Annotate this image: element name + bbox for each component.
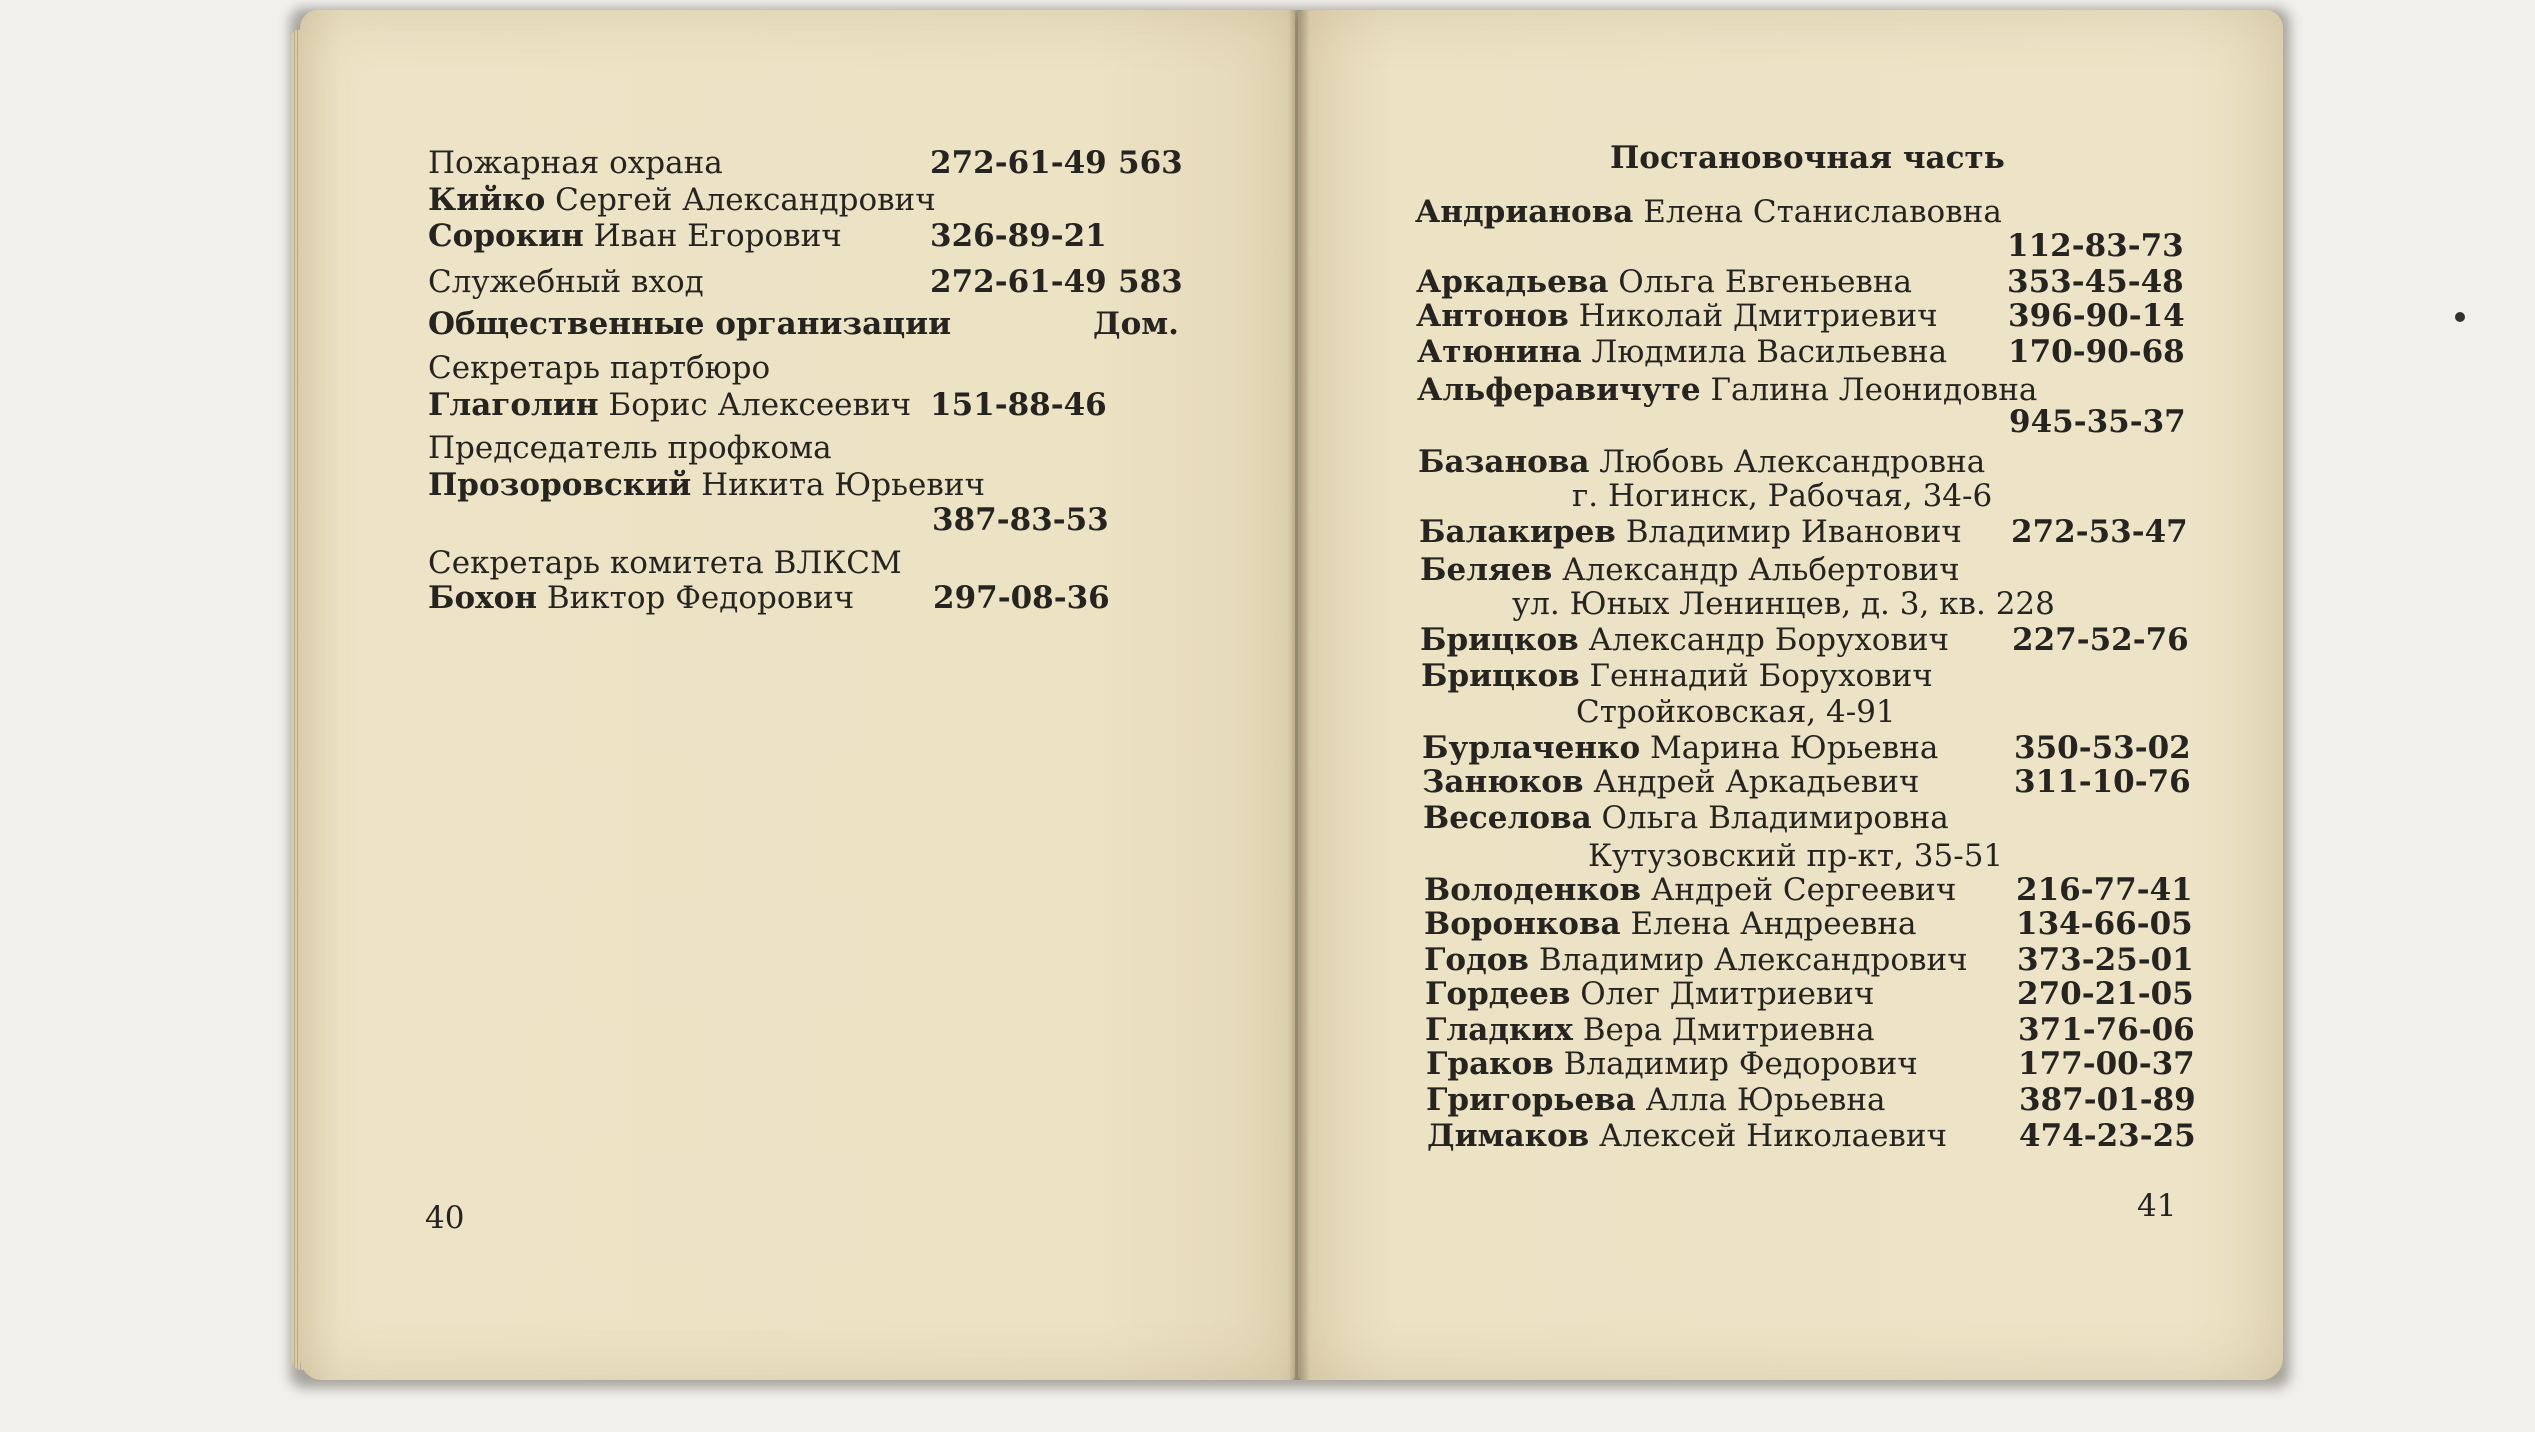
phone-number: 151-88-46 (930, 387, 1107, 423)
page-number-right: 41 (2137, 1188, 2177, 1224)
right-entry-row (1419, 514, 1962, 550)
entry-name-text: Елена Андреевна (1620, 906, 1917, 942)
entry-name-bold: Балакирев (1419, 514, 1616, 550)
right-entry-row (1424, 906, 1917, 942)
entry-name-text: Иван Егорович (583, 218, 842, 254)
extension-number: Дом. (1093, 306, 1179, 342)
phone-number: 270-21-05 (2017, 976, 2194, 1012)
page-number-left: 40 (425, 1200, 465, 1236)
entry-name-bold: Григорьева (1426, 1082, 1636, 1118)
entry-name-bold: Брицков (1420, 622, 1579, 658)
right-entry-row (1416, 264, 1912, 300)
phone-number: 272-53-47 (2011, 514, 2188, 550)
right-entry-row (1426, 1046, 1918, 1082)
phone-number: 350-53-02 (2014, 730, 2191, 766)
entry-name-text: Пожарная охрана (428, 145, 723, 181)
entry-name-text: Алексей Николаевич (1589, 1118, 1948, 1154)
entry-name-bold: Граков (1426, 1046, 1554, 1082)
entry-name-bold: Сорокин (428, 218, 584, 254)
right-entry-row (1421, 658, 1933, 694)
phone-number: 112-83-73 (2007, 228, 2184, 264)
entry-name-bold: Альферавичуте (1417, 372, 1701, 408)
phone-number: 396-90-14 (2008, 298, 2185, 334)
entry-name-text: Сергей Александрович (545, 182, 936, 218)
left-entry-row (428, 350, 770, 386)
entry-name-bold: Гордеев (1425, 976, 1571, 1012)
phone-number: 387-83-53 (932, 502, 1109, 538)
phone-number: 297-08-36 (933, 580, 1110, 616)
right-entry-row (1588, 838, 2003, 874)
right-entry-row (1512, 586, 2055, 622)
phone-number: 387-01-89 (2019, 1082, 2196, 1118)
phone-number: 134-66-05 (2016, 906, 2193, 942)
right-entry-row (1422, 730, 1938, 766)
entry-name-bold: Гладких (1425, 1012, 1573, 1048)
entry-name-text: Борис Алексеевич (598, 387, 912, 423)
phone-number: 227-52-76 (2012, 622, 2189, 658)
entry-name-bold: Годов (1424, 942, 1529, 978)
phone-number: 170-90-68 (2008, 334, 2185, 370)
entry-name-bold: Володенков (1424, 872, 1642, 908)
right-entry-row (1572, 478, 1992, 514)
entry-name-bold: Антонов (1416, 298, 1569, 334)
right-entry-row (1426, 1082, 1886, 1118)
entry-name-bold: Андрианова (1415, 194, 1634, 230)
entry-name-text: Служебный вход (428, 264, 704, 300)
entry-address: Стройковская, 4-91 (1576, 694, 1896, 730)
entry-name-text: Алла Юрьевна (1635, 1082, 1886, 1118)
entry-name-text: Геннадий Борухович (1579, 658, 1933, 694)
entry-name-bold: Базанова (1418, 444, 1590, 480)
entry-name-bold: Димаков (1427, 1118, 1590, 1154)
entry-name-text: Владимир Федорович (1553, 1046, 1918, 1082)
section-heading: Постановочная часть (1610, 140, 2005, 176)
left-entry-row (428, 218, 842, 254)
entry-name-text: Вера Дмитриевна (1572, 1012, 1875, 1048)
entry-name-bold: Бохон (428, 580, 538, 616)
entry-name-text: Владимир Иванович (1615, 514, 1962, 550)
phone-number: 353-45-48 (2007, 264, 2184, 300)
right-entry-row (1418, 444, 1985, 480)
right-entry-row (1424, 942, 1968, 978)
entry-name-text: Андрей Аркадьевич (1583, 764, 1920, 800)
entry-name-text: Владимир Александрович (1528, 942, 1968, 978)
left-entry-row (428, 306, 951, 342)
entry-name-bold: Воронкова (1424, 906, 1621, 942)
entry-name-text: Александр Борухович (1578, 622, 1949, 658)
entry-name-bold: Общественные организации (428, 306, 952, 342)
entry-address: Кутузовский пр-кт, 35-51 (1588, 838, 2004, 874)
left-entry-row (428, 467, 985, 503)
right-entry-row (1425, 976, 1874, 1012)
right-entry-row (1576, 694, 1896, 730)
entry-name-text: Виктор Федорович (537, 580, 855, 616)
left-entry-row (428, 145, 723, 181)
right-entry-row (1415, 194, 2002, 230)
phone-number: 272-61-49 (930, 145, 1107, 181)
right-entry-row (1427, 1118, 1947, 1154)
entry-name-text: Николай Дмитриевич (1568, 298, 1938, 334)
entry-name-text: Галина Леонидовна (1700, 372, 2038, 408)
entry-name-bold: Аркадьева (1416, 264, 1609, 300)
entry-name-text: Любовь Александровна (1589, 444, 1986, 480)
speck (2455, 312, 2465, 322)
entry-name-bold: Брицков (1421, 658, 1580, 694)
right-entry-row (1422, 764, 1919, 800)
entry-name-text: Марина Юрьевна (1640, 730, 1939, 766)
entry-name-text: Елена Станиславовна (1633, 194, 2002, 230)
right-entry-row (1424, 872, 1956, 908)
entry-name-text: Олег Дмитриевич (1570, 976, 1875, 1012)
entry-address: г. Ногинск, Рабочая, 34-6 (1572, 478, 1993, 514)
left-entry-row (428, 182, 936, 218)
right-entry-row (1423, 800, 1949, 836)
extension-number: 563 (1118, 145, 1183, 181)
right-entry-row (1417, 334, 1947, 370)
phone-number: 474-23-25 (2019, 1118, 2196, 1154)
left-entry-row (428, 387, 911, 423)
entry-name-text: Александр Альбертович (1552, 552, 1960, 588)
entry-name-text: Ольга Владимировна (1591, 800, 1949, 836)
entry-name-text: Секретарь партбюро (428, 350, 771, 386)
entry-name-bold: Веселова (1423, 800, 1592, 836)
entry-name-bold: Атюнина (1417, 334, 1582, 370)
phone-number: 371-76-06 (2018, 1012, 2195, 1048)
entry-name-text: Ольга Евгеньевна (1608, 264, 1913, 300)
entry-name-text: Андрей Сергеевич (1641, 872, 1957, 908)
phone-number: 216-77-41 (2016, 872, 2193, 908)
left-entry-row (428, 430, 832, 466)
phone-number: 373-25-01 (2017, 942, 2194, 978)
entry-name-text: Никита Юрьевич (691, 467, 985, 503)
phone-number: 326-89-21 (930, 218, 1107, 254)
right-entry-row (1425, 1012, 1875, 1048)
entry-name-bold: Кийко (428, 182, 546, 218)
left-entry-row (428, 264, 704, 300)
phone-number: 311-10-76 (2014, 764, 2191, 800)
entry-name-bold: Прозоровский (428, 467, 692, 503)
entry-name-text: Людмила Васильевна (1581, 334, 1948, 370)
entry-address: ул. Юных Ленинцев, д. 3, кв. 228 (1512, 586, 2055, 622)
entry-name-bold: Бурлаченко (1422, 730, 1641, 766)
entry-name-text: Председатель профкома (428, 430, 832, 466)
phone-number: 272-61-49 (930, 264, 1107, 300)
right-entry-row (1420, 622, 1949, 658)
entry-name-bold: Занюков (1422, 764, 1584, 800)
extension-number: 583 (1118, 264, 1183, 300)
right-entry-row (1416, 298, 1938, 334)
phone-number: 177-00-37 (2018, 1046, 2195, 1082)
book-gutter (1288, 10, 1310, 1380)
right-entry-row (1417, 372, 2037, 408)
left-entry-row (428, 580, 854, 616)
entry-name-text: Секретарь комитета ВЛКСМ (428, 545, 902, 581)
left-entry-row (428, 545, 902, 581)
right-entry-row (1420, 552, 1960, 588)
entry-name-bold: Беляев (1420, 552, 1553, 588)
entry-name-bold: Глаголин (428, 387, 599, 423)
phone-number: 945-35-37 (2009, 404, 2186, 440)
